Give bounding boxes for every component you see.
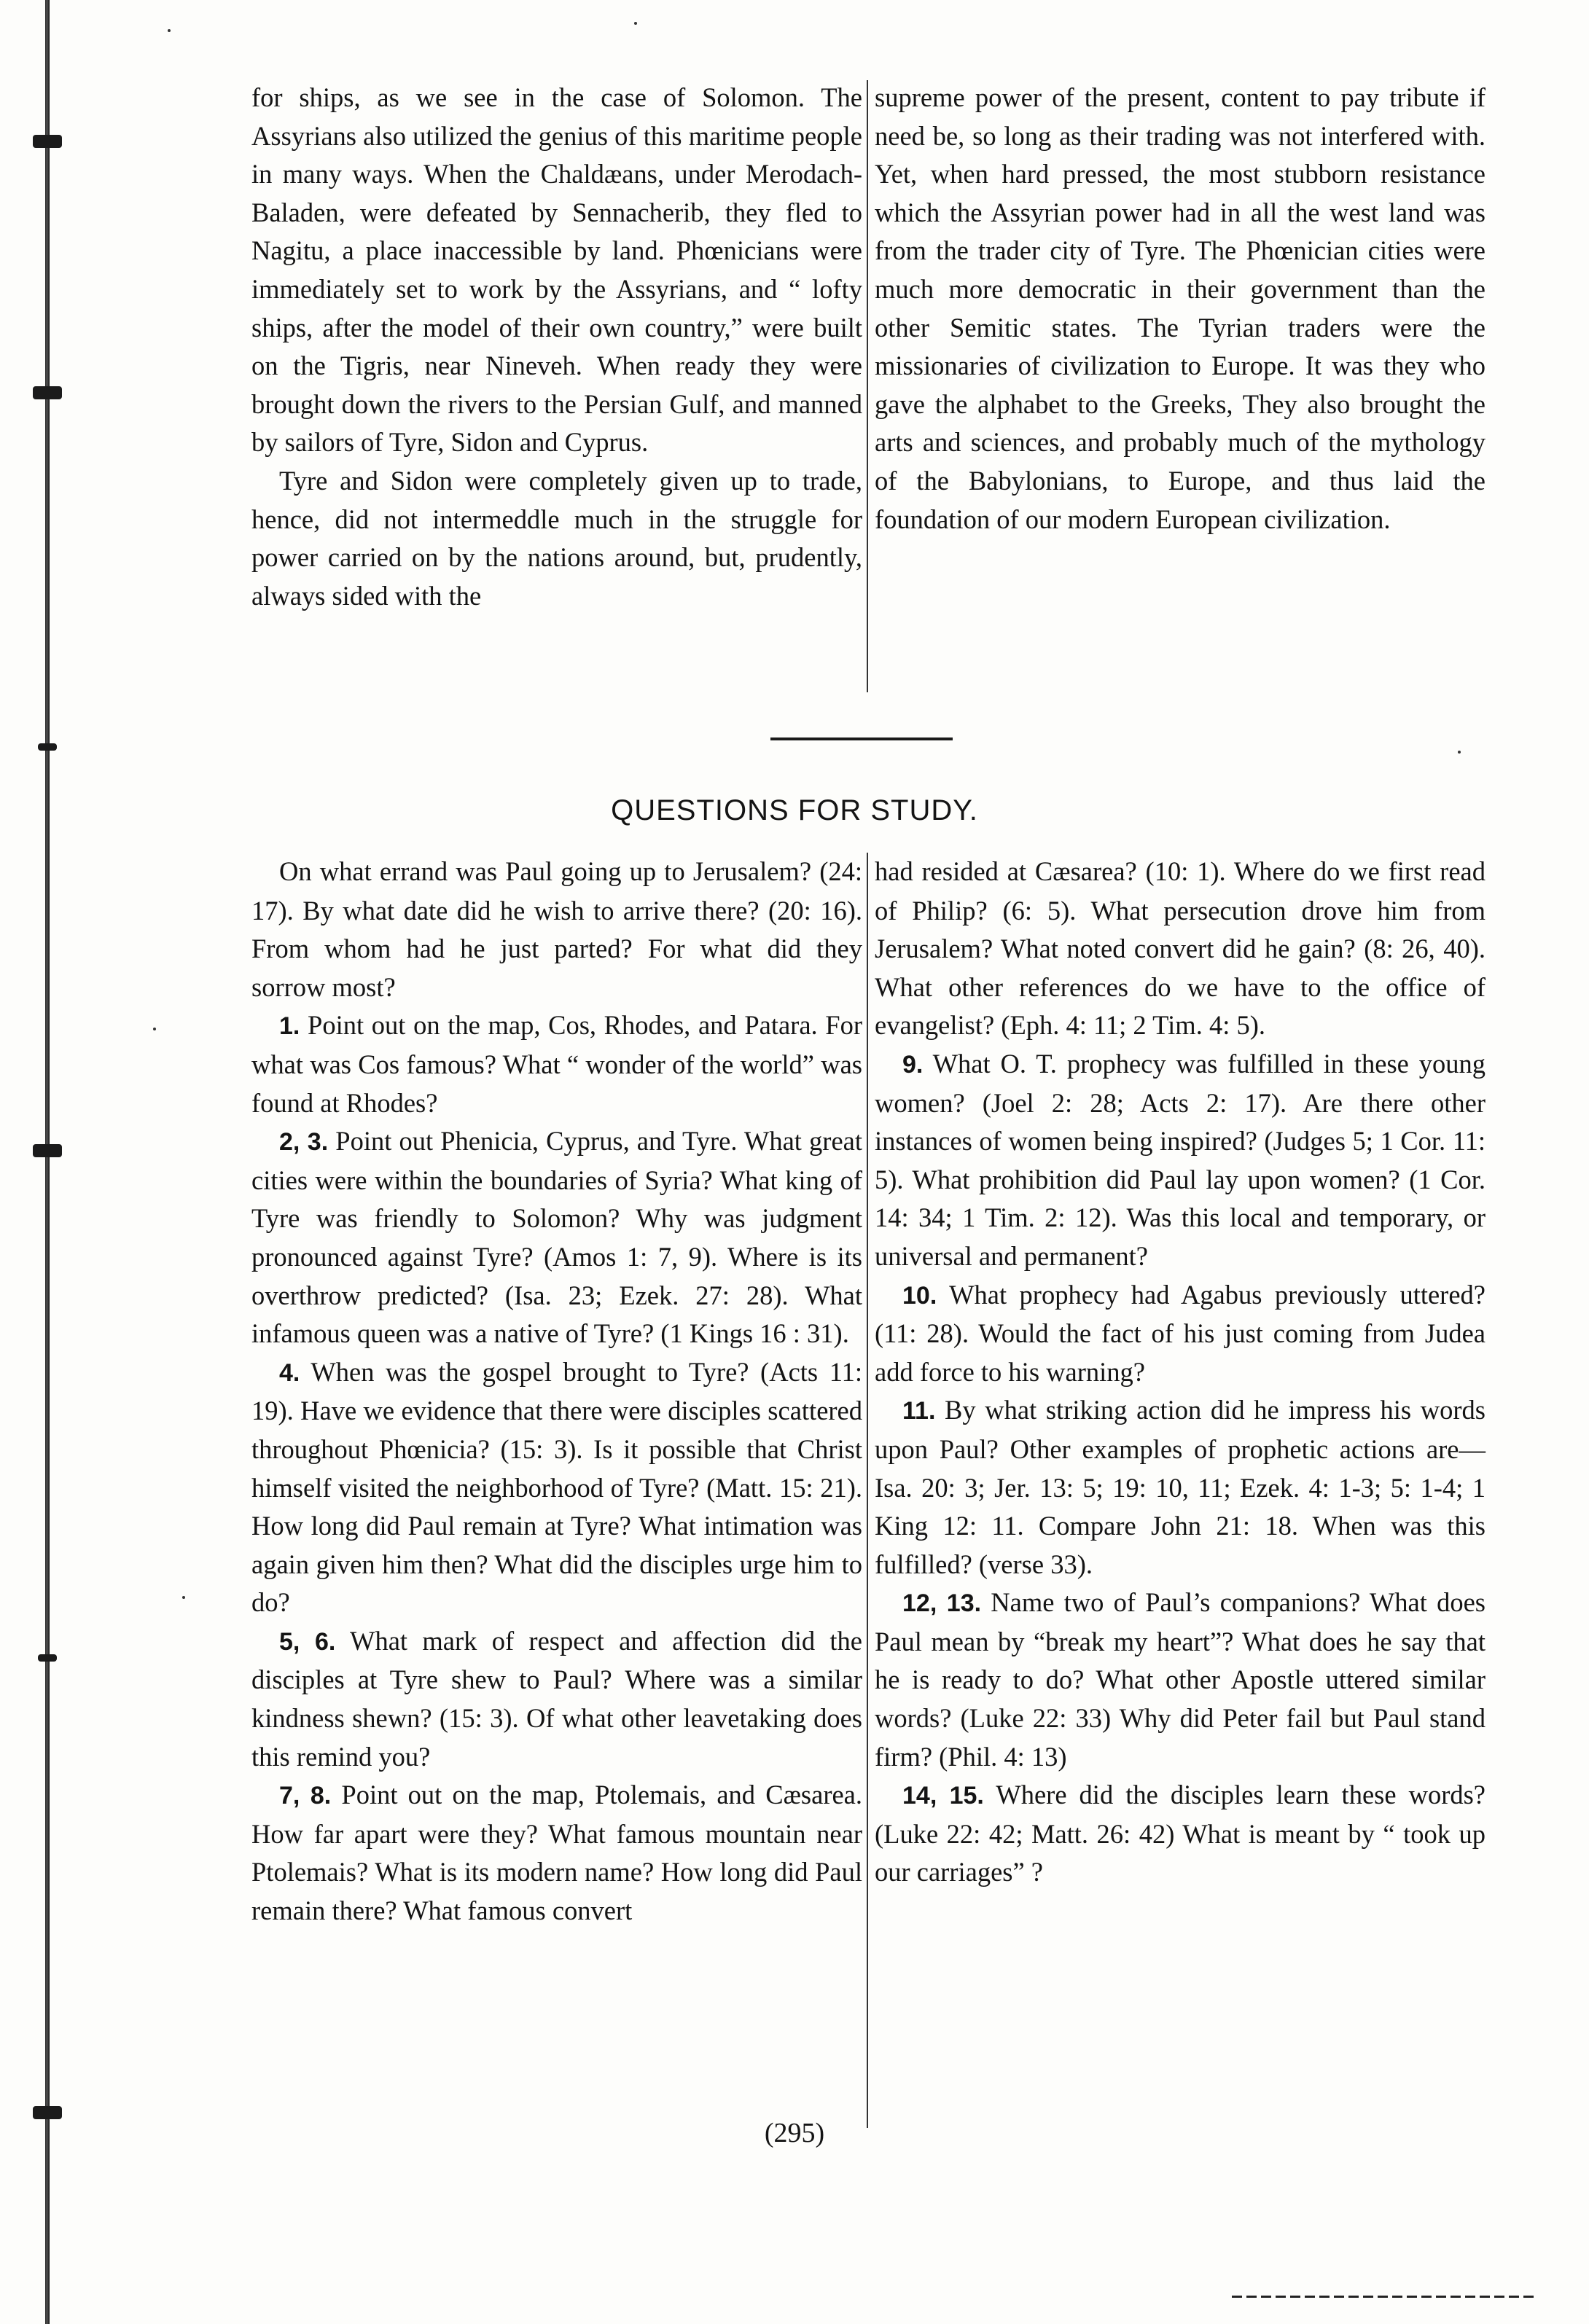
page-binding-edge: [45, 0, 50, 2324]
questions-left-column: [251, 853, 862, 1930]
question-text: On what errand was Paul going up to Jerusalem? (24: 17). By what date did he wish to arrive there? (20: 16). From whom had he just parted? For what did they sorrow most?: [251, 856, 862, 1002]
question-number: 1.: [279, 1012, 300, 1041]
speck: [168, 29, 171, 32]
speck: [182, 1596, 185, 1599]
question-text: Name two of Paul’s companions? What does Paul mean by “break my heart”? What does he say that he is ready to do? What other Apostle uttered similar words? (Luke 22: 33) Why did Peter fail but Paul stand firm? (Phil. 4: 13): [875, 1587, 1486, 1772]
section-heading: QUESTIONS FOR STUDY.: [611, 794, 978, 826]
question-text: Point out Phenicia, Cyprus, and Tyre. What great cities were within the boundaries of Syria? What king of Tyre was friendly to Solomon? Why was judgment pronounced against Tyre? (Amos 1: 7, 9). Where is its overthrow predicted? (Isa. 23; Ezek. 27: 28). What infamous queen was a native of Tyre? (1 Kings 16 : 31).: [251, 1126, 862, 1349]
question-text: By what striking action did he impress his words upon Paul? Other examples of prophetic actions are—Isa. 20: 3; Jer. 13: 5; 19: 10, 11; Ezek. 4: 1-3; 5: 1-4; 1 King 12: 11. Compare John 21: 18. When was this fulfilled? (verse 33).: [875, 1395, 1485, 1579]
question-text: What prophecy had Agabus previously uttered? (11: 28). Would the fact of his just coming from Judea add force to his warning?: [875, 1279, 1485, 1387]
question-paragraph: [251, 1122, 862, 1353]
speck: [153, 1028, 156, 1030]
question-text: What mark of respect and affection did the disciples at Tyre shew to Paul? Where was a similar kindness shewn? (15: 3). Of what other leavetaking does this remind you?: [251, 1625, 863, 1772]
question-text: Point out on the map, Cos, Rhodes, and Patara. For what was Cos famous? What “ wonder of the world” was found at Rhodes?: [251, 1010, 863, 1118]
binding-stitch: [33, 1144, 62, 1157]
page-number: (295): [764, 2118, 825, 2148]
binding-stitch: [33, 135, 62, 148]
binding-stitch: [33, 386, 62, 399]
paragraph: for ships, as we see in the case of Solomon. The Assyrians also utilized the genius of this maritime people in many ways. When the Chaldæans, under Merodach-Baladen, were defeated by Sennacherib, they fled to Nagitu, a place inaccessible by land. Phœnicians were immediately set to work by the Assyrians, and “ lofty ships, after the model of their own country,” were built on the Tigris, near Nineveh. When ready they were brought down the rivers to the Persian Gulf, and manned by sailors of Tyre, Sidon and Cyprus.: [251, 82, 862, 458]
question-paragraph: [875, 1276, 1485, 1392]
binding-stitch: [38, 1654, 57, 1662]
questions-right-column: [875, 853, 1485, 1892]
top-right-column: [875, 79, 1485, 539]
speck: [634, 22, 637, 25]
speck: [1458, 751, 1461, 754]
question-text: When was the gospel brought to Tyre? (Acts 11: 19). Have we evidence that there were disciples scattered throughout Phœnicia? (15: 3). Is it possible that Christ himself visited the neighborhood of Tyre? (Matt. 15: 21). How long did Paul remain at Tyre? What intimation was again given him then? What did the disciples urge him to do?: [251, 1356, 862, 1618]
question-text: had resided at Cæsarea? (10: 1). Where do we first read of Philip? (6: 5). What persecution drove him from Jerusalem? What noted convert did he gain? (8: 26, 40). What other references do we have to the office of evangelist? (Eph. 4: 11; 2 Tim. 4: 5).: [875, 856, 1485, 1041]
paragraph: Tyre and Sidon were completely given up to trade, hence, did not intermeddle much in the struggle for power carried on by the nations around, but, prudently, always sided with the: [251, 465, 862, 611]
question-paragraph: [875, 1045, 1485, 1276]
question-paragraph: [875, 1584, 1485, 1776]
question-number: 14, 15.: [902, 1782, 984, 1810]
question-paragraph: [251, 853, 862, 1006]
bottom-edge-mark: [1232, 2296, 1538, 2298]
question-number: 12, 13.: [902, 1589, 982, 1618]
question-number: 7, 8.: [279, 1782, 332, 1810]
binding-stitch: [38, 743, 57, 751]
question-number: 2, 3.: [279, 1128, 329, 1157]
question-text: Where did the disciples learn these words? (Luke 22: 42; Matt. 26: 42) What is meant by “ took up our carriages” ?: [875, 1780, 1485, 1887]
question-number: 4.: [279, 1358, 300, 1387]
paragraph: supreme power of the present, content to pay tribute if need be, so long as their trading was not interfered with. Yet, when hard pressed, the most stubborn resistance which the Assyrian power had in all the west land was from the trader city of Tyre. The Phœnician cities were much more democratic in their government than the other Semitic states. The Tyrian traders were the missionaries of civilization to Europe. It was they who gave the alphabet to the Greeks, They also brought the arts and sciences, and probably much of the mythology of the Babylonians, to Europe, and thus laid the foundation of our modern European civilization.: [875, 82, 1485, 534]
question-number: 11.: [902, 1397, 936, 1425]
question-paragraph: [251, 1353, 862, 1622]
question-paragraph: [875, 1391, 1485, 1584]
question-paragraph: [251, 1622, 862, 1776]
question-paragraph: [251, 1006, 862, 1122]
question-text: What O. T. prophecy was fulfilled in these young women? (Joel 2: 28; Acts 2: 17). Are there other instances of women being inspired? (Judges 5; 1 Cor. 11: 5). What prohibition did Paul lay upon women? (1 Cor. 14: 34; 1 Tim. 2: 12). Was this local and temporary, or universal and permanent?: [875, 1048, 1486, 1271]
question-number: 10.: [902, 1281, 937, 1310]
section-rule: [770, 738, 953, 740]
question-paragraph: [875, 1776, 1485, 1892]
top-left-column: [251, 79, 862, 615]
question-paragraph: [251, 1776, 862, 1930]
question-text: Point out on the map, Ptolemais, and Cæsarea. How far apart were they? What famous mountain near Ptolemais? What is its modern name? How long did Paul remain there? What famous convert: [251, 1780, 862, 1926]
column-divider: [867, 853, 868, 2128]
column-divider: [867, 80, 868, 692]
question-number: 5, 6.: [279, 1627, 336, 1656]
question-number: 9.: [902, 1050, 924, 1079]
question-paragraph: [875, 853, 1485, 1045]
